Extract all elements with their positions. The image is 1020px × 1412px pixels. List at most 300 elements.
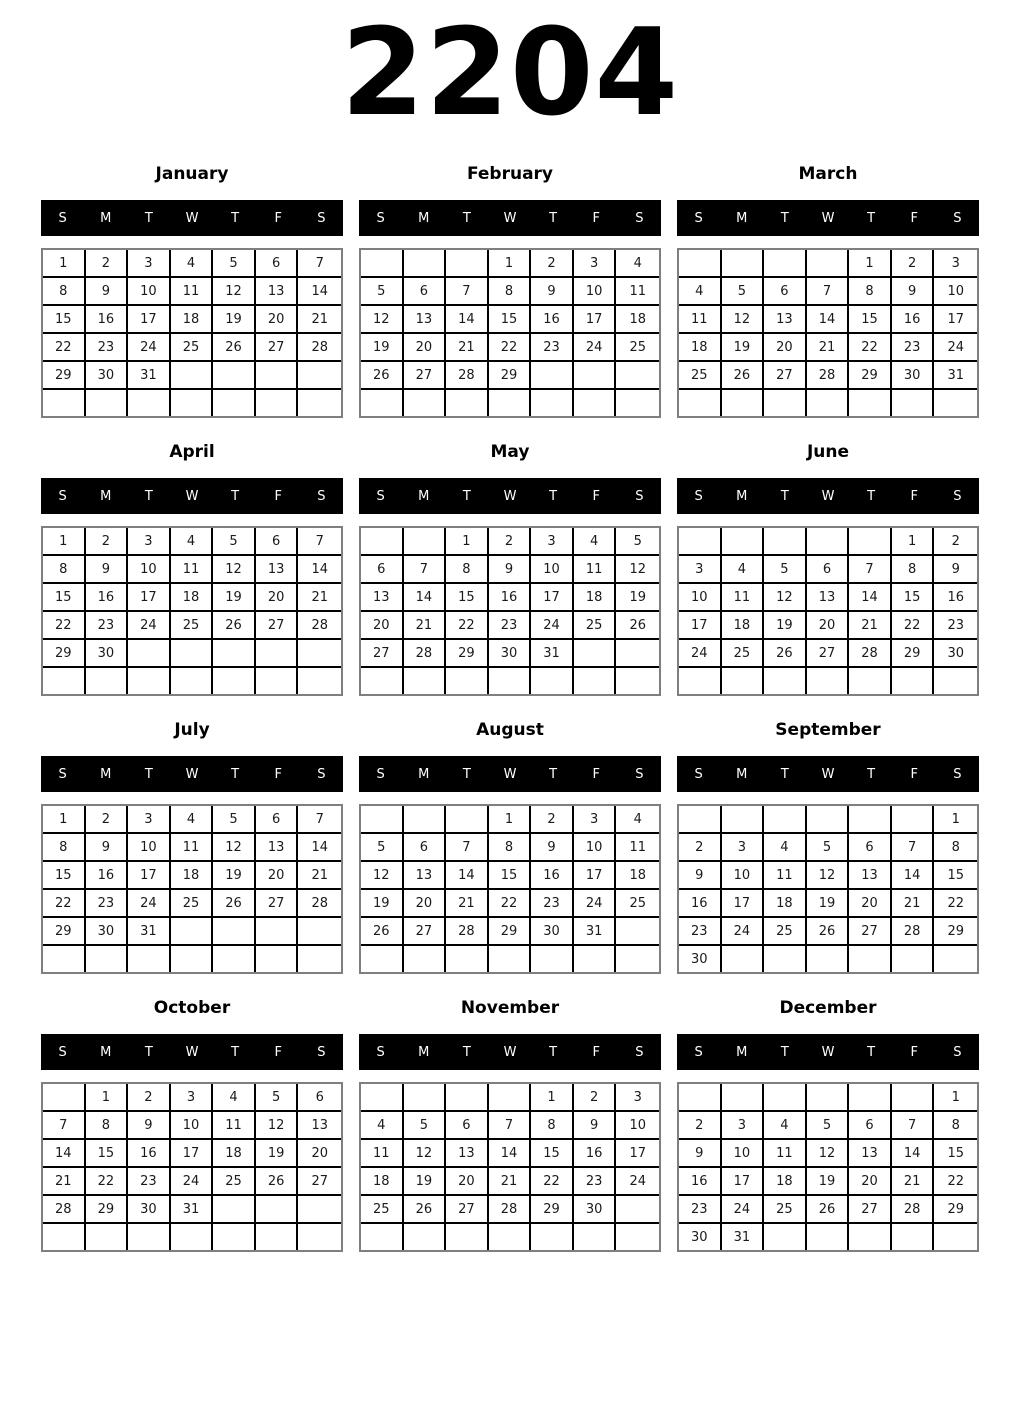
weekday-label: M — [100, 488, 112, 504]
date-cell: 19 — [722, 334, 765, 362]
date-cell-empty — [764, 250, 807, 278]
date-cell: 23 — [679, 1196, 722, 1224]
date-cell-empty — [446, 668, 489, 694]
date-cell: 7 — [446, 834, 489, 862]
weekday-label: F — [274, 488, 283, 504]
date-cell: 24 — [171, 1168, 214, 1196]
weekday-header-row — [359, 1034, 661, 1070]
date-cell-empty — [256, 918, 299, 946]
weekday-label: W — [185, 210, 199, 226]
date-cell: 22 — [446, 612, 489, 640]
date-cell: 15 — [531, 1140, 574, 1168]
date-cell: 24 — [128, 890, 171, 918]
date-cell: 11 — [722, 584, 765, 612]
date-cell: 29 — [43, 362, 86, 390]
date-cell: 13 — [446, 1140, 489, 1168]
month-december — [677, 998, 979, 1252]
weekday-label: W — [503, 766, 517, 782]
date-cell: 2 — [531, 250, 574, 278]
dates-grid — [677, 248, 979, 418]
date-cell: 8 — [849, 278, 892, 306]
date-cell: 13 — [256, 556, 299, 584]
date-cell-empty — [213, 946, 256, 972]
date-cell-empty — [213, 1196, 256, 1224]
date-cell-empty — [256, 640, 299, 668]
weekday-label: S — [694, 766, 703, 782]
weekday-label: T — [867, 488, 876, 504]
date-cell: 20 — [849, 1168, 892, 1196]
date-cell: 25 — [764, 1196, 807, 1224]
date-cell-empty — [213, 362, 256, 390]
date-cell: 27 — [404, 362, 447, 390]
date-cell-empty — [404, 1224, 447, 1250]
date-cell: 16 — [892, 306, 935, 334]
date-cell-empty — [404, 946, 447, 972]
date-cell-empty — [764, 1084, 807, 1112]
date-cell-empty — [171, 390, 214, 416]
date-cell: 19 — [616, 584, 659, 612]
date-cell-empty — [256, 1196, 299, 1224]
weekday-label: S — [694, 1044, 703, 1060]
weekday-label: S — [694, 488, 703, 504]
date-cell: 3 — [531, 528, 574, 556]
date-cell: 21 — [298, 306, 341, 334]
weekday-label: M — [736, 210, 748, 226]
date-cell: 5 — [722, 278, 765, 306]
date-cell-empty — [489, 668, 532, 694]
date-cell-empty — [849, 1084, 892, 1112]
dates-grid — [677, 804, 979, 974]
date-cell: 29 — [43, 918, 86, 946]
date-cell: 29 — [489, 362, 532, 390]
date-cell-empty — [892, 806, 935, 834]
date-cell: 15 — [849, 306, 892, 334]
weekday-header-row — [359, 200, 661, 236]
month-title: October — [153, 998, 231, 1018]
month-march — [677, 164, 979, 418]
date-cell: 29 — [531, 1196, 574, 1224]
date-cell: 17 — [128, 862, 171, 890]
dates-grid — [677, 526, 979, 696]
date-cell-empty — [764, 390, 807, 416]
date-cell: 27 — [807, 640, 850, 668]
date-cell: 16 — [86, 306, 129, 334]
date-cell: 29 — [446, 640, 489, 668]
date-cell-empty — [128, 640, 171, 668]
date-cell: 2 — [574, 1084, 617, 1112]
date-cell: 9 — [531, 834, 574, 862]
date-cell: 27 — [446, 1196, 489, 1224]
date-cell-empty — [849, 1224, 892, 1250]
date-cell: 5 — [807, 1112, 850, 1140]
weekday-label: T — [780, 1044, 789, 1060]
date-cell: 23 — [128, 1168, 171, 1196]
date-cell: 2 — [934, 528, 977, 556]
date-cell: 2 — [892, 250, 935, 278]
date-cell: 19 — [256, 1140, 299, 1168]
date-cell-empty — [764, 1224, 807, 1250]
date-cell: 21 — [446, 890, 489, 918]
date-cell: 15 — [446, 584, 489, 612]
date-cell-empty — [361, 806, 404, 834]
weekday-label: T — [462, 1044, 471, 1060]
date-cell: 25 — [171, 334, 214, 362]
date-cell: 22 — [86, 1168, 129, 1196]
date-cell: 11 — [574, 556, 617, 584]
date-cell-empty — [679, 250, 722, 278]
date-cell: 30 — [679, 946, 722, 972]
date-cell: 26 — [361, 362, 404, 390]
date-cell: 14 — [807, 306, 850, 334]
date-cell-empty — [489, 946, 532, 972]
weekday-label: F — [910, 210, 919, 226]
date-cell: 4 — [171, 806, 214, 834]
date-cell: 9 — [679, 1140, 722, 1168]
date-cell: 16 — [934, 584, 977, 612]
date-cell-empty — [298, 362, 341, 390]
date-cell: 30 — [934, 640, 977, 668]
date-cell: 29 — [86, 1196, 129, 1224]
date-cell: 9 — [86, 556, 129, 584]
date-cell-empty — [128, 946, 171, 972]
date-cell-empty — [446, 1224, 489, 1250]
weekday-label: S — [376, 1044, 385, 1060]
date-cell: 6 — [256, 250, 299, 278]
weekday-label: F — [274, 210, 283, 226]
date-cell: 9 — [679, 862, 722, 890]
date-cell-empty — [361, 250, 404, 278]
date-cell: 4 — [574, 528, 617, 556]
date-cell: 25 — [171, 612, 214, 640]
date-cell: 28 — [892, 1196, 935, 1224]
date-cell: 23 — [531, 334, 574, 362]
dates-grid — [359, 526, 661, 696]
date-cell: 4 — [764, 834, 807, 862]
date-cell: 24 — [722, 1196, 765, 1224]
date-cell: 13 — [404, 306, 447, 334]
dates-grid — [41, 526, 343, 696]
date-cell: 4 — [616, 250, 659, 278]
weekday-label: T — [231, 488, 240, 504]
date-cell: 17 — [934, 306, 977, 334]
month-title: June — [806, 442, 850, 462]
weekday-label: T — [867, 766, 876, 782]
date-cell: 12 — [722, 306, 765, 334]
month-april — [41, 442, 343, 696]
date-cell: 1 — [489, 250, 532, 278]
date-cell-empty — [213, 1224, 256, 1250]
date-cell: 4 — [171, 528, 214, 556]
date-cell: 14 — [446, 306, 489, 334]
date-cell: 8 — [934, 1112, 977, 1140]
date-cell-empty — [171, 362, 214, 390]
weekday-label: T — [549, 766, 558, 782]
date-cell: 16 — [531, 862, 574, 890]
date-cell-empty — [574, 390, 617, 416]
date-cell: 18 — [213, 1140, 256, 1168]
date-cell-empty — [86, 946, 129, 972]
weekday-label: S — [953, 488, 962, 504]
date-cell: 4 — [361, 1112, 404, 1140]
date-cell-empty — [298, 668, 341, 694]
date-cell: 7 — [446, 278, 489, 306]
date-cell: 6 — [446, 1112, 489, 1140]
date-cell: 19 — [807, 1168, 850, 1196]
date-cell-empty — [213, 668, 256, 694]
date-cell: 7 — [807, 278, 850, 306]
weekday-header-row — [41, 1034, 343, 1070]
date-cell-empty — [489, 1224, 532, 1250]
date-cell-empty — [361, 1084, 404, 1112]
month-title: January — [155, 164, 229, 184]
date-cell: 18 — [764, 1168, 807, 1196]
month-november — [359, 998, 661, 1252]
date-cell: 2 — [489, 528, 532, 556]
date-cell: 26 — [404, 1196, 447, 1224]
date-cell: 20 — [404, 334, 447, 362]
date-cell: 1 — [531, 1084, 574, 1112]
date-cell: 20 — [404, 890, 447, 918]
weekday-label: F — [274, 1044, 283, 1060]
date-cell: 20 — [361, 612, 404, 640]
weekday-header-row — [359, 478, 661, 514]
date-cell: 13 — [807, 584, 850, 612]
date-cell: 25 — [361, 1196, 404, 1224]
month-january — [41, 164, 343, 418]
date-cell-empty — [213, 640, 256, 668]
date-cell-empty — [807, 528, 850, 556]
date-cell-empty — [807, 1224, 850, 1250]
date-cell-empty — [531, 390, 574, 416]
date-cell: 8 — [43, 556, 86, 584]
date-cell: 20 — [446, 1168, 489, 1196]
date-cell: 12 — [807, 862, 850, 890]
month-october — [41, 998, 343, 1252]
date-cell: 18 — [679, 334, 722, 362]
date-cell-empty — [722, 806, 765, 834]
weekday-label: F — [274, 766, 283, 782]
date-cell: 14 — [892, 862, 935, 890]
month-september — [677, 720, 979, 974]
date-cell-empty — [213, 390, 256, 416]
date-cell: 14 — [298, 278, 341, 306]
date-cell: 20 — [298, 1140, 341, 1168]
date-cell-empty — [213, 918, 256, 946]
date-cell-empty — [256, 1224, 299, 1250]
date-cell: 26 — [616, 612, 659, 640]
weekday-label: T — [231, 210, 240, 226]
date-cell: 9 — [86, 278, 129, 306]
date-cell-empty — [574, 1224, 617, 1250]
date-cell: 19 — [807, 890, 850, 918]
date-cell-empty — [404, 390, 447, 416]
date-cell-empty — [361, 390, 404, 416]
date-cell: 28 — [298, 334, 341, 362]
date-cell: 22 — [934, 890, 977, 918]
date-cell: 25 — [722, 640, 765, 668]
weekday-label: W — [185, 488, 199, 504]
date-cell-empty — [86, 390, 129, 416]
date-cell: 3 — [616, 1084, 659, 1112]
date-cell-empty — [849, 946, 892, 972]
month-title: December — [779, 998, 877, 1018]
date-cell: 27 — [256, 612, 299, 640]
date-cell: 2 — [86, 528, 129, 556]
date-cell: 9 — [531, 278, 574, 306]
date-cell: 8 — [446, 556, 489, 584]
date-cell: 23 — [86, 890, 129, 918]
date-cell: 31 — [574, 918, 617, 946]
date-cell: 13 — [298, 1112, 341, 1140]
date-cell: 22 — [43, 612, 86, 640]
date-cell: 15 — [43, 584, 86, 612]
date-cell: 31 — [531, 640, 574, 668]
date-cell: 5 — [404, 1112, 447, 1140]
weekday-label: T — [549, 210, 558, 226]
month-title: August — [476, 720, 544, 740]
date-cell: 17 — [722, 890, 765, 918]
date-cell-empty — [574, 946, 617, 972]
date-cell: 14 — [489, 1140, 532, 1168]
month-title: November — [460, 998, 560, 1018]
date-cell: 12 — [616, 556, 659, 584]
date-cell: 5 — [213, 806, 256, 834]
date-cell: 13 — [361, 584, 404, 612]
weekday-label: S — [953, 1044, 962, 1060]
date-cell: 13 — [256, 278, 299, 306]
weekday-label: W — [185, 766, 199, 782]
weekday-label: T — [867, 1044, 876, 1060]
date-cell: 6 — [764, 278, 807, 306]
date-cell: 19 — [213, 862, 256, 890]
date-cell: 26 — [213, 612, 256, 640]
date-cell-empty — [43, 1224, 86, 1250]
date-cell-empty — [892, 1084, 935, 1112]
date-cell: 15 — [934, 1140, 977, 1168]
weekday-label: W — [821, 488, 835, 504]
date-cell: 25 — [574, 612, 617, 640]
weekday-header-row — [41, 756, 343, 792]
date-cell-empty — [892, 668, 935, 694]
date-cell: 2 — [128, 1084, 171, 1112]
date-cell: 11 — [616, 834, 659, 862]
date-cell: 29 — [489, 918, 532, 946]
date-cell: 7 — [43, 1112, 86, 1140]
date-cell: 17 — [722, 1168, 765, 1196]
weekday-label: M — [736, 1044, 748, 1060]
date-cell-empty — [298, 1224, 341, 1250]
date-cell-empty — [531, 362, 574, 390]
date-cell: 18 — [574, 584, 617, 612]
weekday-label: T — [144, 1044, 153, 1060]
date-cell: 1 — [934, 1084, 977, 1112]
date-cell-empty — [934, 1224, 977, 1250]
date-cell: 28 — [489, 1196, 532, 1224]
weekday-label: S — [376, 210, 385, 226]
date-cell: 12 — [807, 1140, 850, 1168]
date-cell: 24 — [722, 918, 765, 946]
date-cell: 13 — [404, 862, 447, 890]
weekday-label: M — [736, 766, 748, 782]
date-cell: 29 — [934, 918, 977, 946]
date-cell: 23 — [679, 918, 722, 946]
date-cell: 20 — [256, 306, 299, 334]
date-cell: 26 — [361, 918, 404, 946]
date-cell-empty — [722, 250, 765, 278]
date-cell: 9 — [574, 1112, 617, 1140]
weekday-label: F — [592, 1044, 601, 1060]
date-cell: 6 — [807, 556, 850, 584]
date-cell: 16 — [86, 862, 129, 890]
date-cell-empty — [446, 250, 489, 278]
date-cell: 24 — [128, 612, 171, 640]
date-cell: 19 — [213, 306, 256, 334]
date-cell: 31 — [934, 362, 977, 390]
date-cell: 18 — [616, 862, 659, 890]
date-cell: 1 — [892, 528, 935, 556]
weekday-label: T — [462, 488, 471, 504]
date-cell: 14 — [446, 862, 489, 890]
date-cell-empty — [679, 1084, 722, 1112]
date-cell-empty — [722, 1084, 765, 1112]
date-cell: 6 — [361, 556, 404, 584]
date-cell: 15 — [489, 306, 532, 334]
date-cell-empty — [171, 1224, 214, 1250]
date-cell: 10 — [574, 278, 617, 306]
date-cell: 10 — [128, 556, 171, 584]
date-cell: 15 — [892, 584, 935, 612]
date-cell: 22 — [531, 1168, 574, 1196]
date-cell-empty — [679, 390, 722, 416]
weekday-label: S — [635, 210, 644, 226]
date-cell: 27 — [849, 1196, 892, 1224]
date-cell: 10 — [128, 278, 171, 306]
date-cell: 29 — [934, 1196, 977, 1224]
date-cell-empty — [361, 1224, 404, 1250]
date-cell: 31 — [128, 918, 171, 946]
date-cell: 7 — [404, 556, 447, 584]
date-cell: 14 — [404, 584, 447, 612]
date-cell-empty — [934, 668, 977, 694]
date-cell-empty — [446, 946, 489, 972]
weekday-label: S — [376, 766, 385, 782]
date-cell: 18 — [171, 584, 214, 612]
date-cell: 18 — [171, 306, 214, 334]
date-cell-empty — [574, 362, 617, 390]
date-cell: 3 — [171, 1084, 214, 1112]
date-cell: 6 — [849, 1112, 892, 1140]
date-cell-empty — [616, 1196, 659, 1224]
month-title: February — [466, 164, 554, 184]
date-cell: 25 — [616, 334, 659, 362]
date-cell-empty — [616, 918, 659, 946]
date-cell-empty — [298, 1196, 341, 1224]
date-cell: 30 — [86, 640, 129, 668]
date-cell: 4 — [171, 250, 214, 278]
date-cell-empty — [361, 946, 404, 972]
date-cell-empty — [807, 250, 850, 278]
date-cell: 29 — [892, 640, 935, 668]
weekday-label: M — [418, 766, 430, 782]
weekday-label: S — [635, 488, 644, 504]
date-cell: 6 — [298, 1084, 341, 1112]
date-cell: 9 — [128, 1112, 171, 1140]
date-cell: 3 — [574, 806, 617, 834]
date-cell-empty — [722, 390, 765, 416]
date-cell: 2 — [86, 250, 129, 278]
date-cell-empty — [361, 528, 404, 556]
date-cell: 4 — [616, 806, 659, 834]
